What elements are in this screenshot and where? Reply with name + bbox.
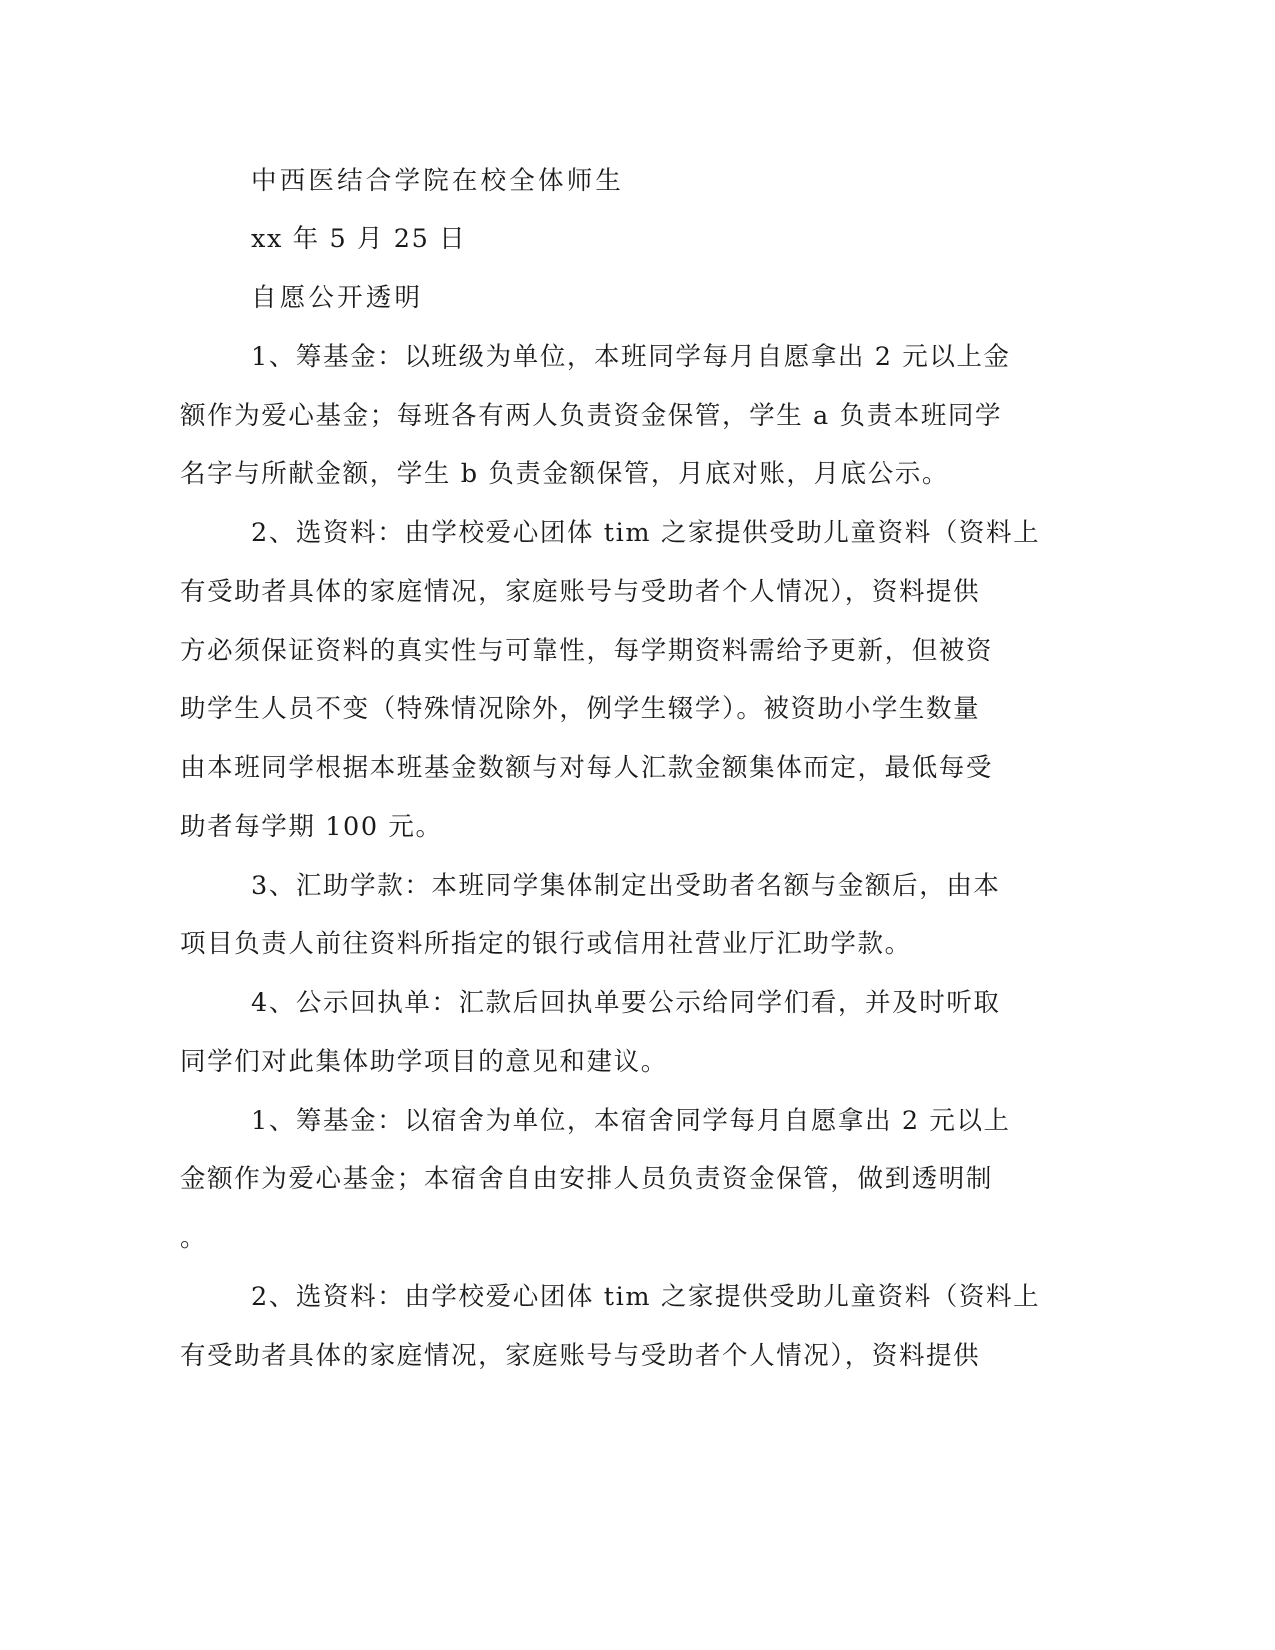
paragraph-remit-line-2: 项目负责人前往资料所指定的银行或信用社营业厅汇助学款。 [180,929,912,959]
paragraph-materials-line-5: 由本班同学根据本班基金数额与对每人汇款金额集体而定，最低每受 [180,753,994,783]
paragraph-materials-line-2: 有受助者具体的家庭情况，家庭账号与受助者个人情况），资料提供 [180,577,981,607]
paragraph-dorm-fund-line-2: 金额作为爱心基金；本宿舍自由安排人员负责资金保管，做到透明制 [180,1164,994,1194]
paragraph-materials-line-4: 助学生人员不变（特殊情况除外，例学生辍学）。被资助小学生数量 [180,694,981,724]
paragraph-class-fund-line-3: 名字与所献金额，学生 b 负责金额保管，月底对账，月底公示。 [180,459,950,489]
paragraph-materials-line-1: 2、选资料：由学校爱心团体 tim 之家提供受助儿童资料（资料上 [251,518,1041,548]
paragraph-dorm-materials-line-2: 有受助者具体的家庭情况，家庭账号与受助者个人情况），资料提供 [180,1341,981,1371]
date-line: xx 年 5 月 25 日 [251,224,467,254]
paragraph-class-fund-line-2: 额作为爱心基金；每班各有两人负责资金保管，学生 a 负责本班同学 [180,401,1003,431]
paragraph-remit-line-1: 3、汇助学款：本班同学集体制定出受助者名额与金额后，由本 [251,871,1001,901]
paragraph-dorm-fund-line-1: 1、筹基金：以宿舍为单位，本宿舍同学每月自愿拿出 2 元以上 [251,1106,1011,1136]
paragraph-materials-line-3: 方必须保证资料的真实性与可靠性，每学期资料需给予更新，但被资 [180,636,994,666]
paragraph-class-fund-line-1: 1、筹基金：以班级为单位，本班同学每月自愿拿出 2 元以上金 [251,342,1011,372]
paragraph-dorm-fund-line-3: 。 [180,1223,208,1253]
paragraph-dorm-materials-line-1: 2、选资料：由学校爱心团体 tim 之家提供受助儿童资料（资料上 [251,1282,1041,1312]
paragraph-receipt-line-1: 4、公示回执单：汇款后回执单要公示给同学们看，并及时听取 [251,988,1001,1018]
paragraph-receipt-line-2: 同学们对此集体助学项目的意见和建议。 [180,1047,668,1077]
organization-line: 中西医结合学院在校全体师生 [251,166,625,196]
slogan-line: 自愿公开透明 [251,283,424,313]
paragraph-materials-line-6: 助者每学期 100 元。 [180,812,443,842]
